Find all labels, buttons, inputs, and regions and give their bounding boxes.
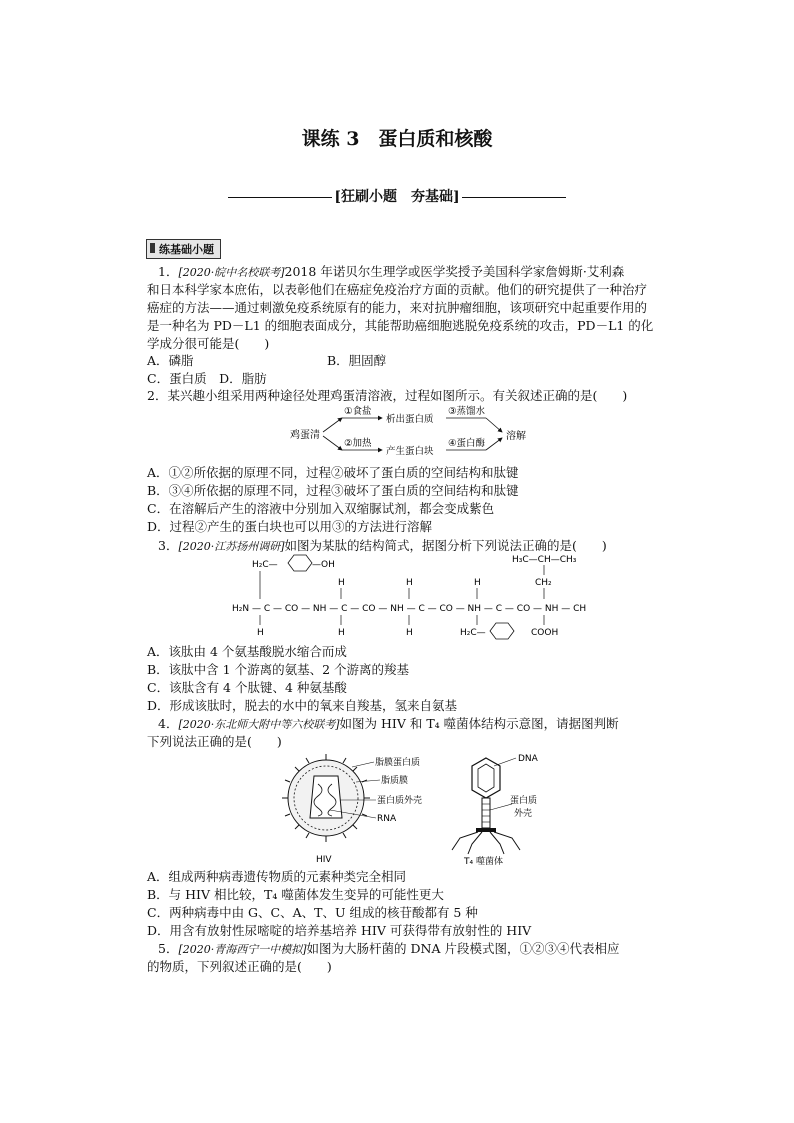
q2-diagram [290, 404, 550, 460]
q3-h-bottom-3: H [406, 628, 413, 638]
t4-label-protein: 蛋白质 [510, 796, 538, 806]
q3-r5-top: H₃C—CH—CH₃ [512, 555, 577, 565]
q4-option-c: C．两种病毒中由 G、C、A、T、U 组成的核苷酸都有 5 种 [147, 905, 478, 920]
q3-option-b: B．该肽中含 1 个游离的氨基、2 个游离的羧基 [147, 662, 410, 677]
q4-line-2: 下列说法正确的是( ) [147, 734, 282, 749]
q2-arrow-1a [323, 418, 342, 432]
q1-line-5: 学成分很可能是( ) [147, 336, 270, 351]
t4-label-dna: DNA [518, 754, 538, 764]
q1-line-2: 和日本科学家本庶佑，以表彰他们在癌症免疫治疗方面的贡献。他们的研究提供了一种治疗 [147, 282, 648, 297]
q4-option-d: D．用含有放射性尿嘧啶的培养基培养 HIV 可获得带有放射性的 HIV [147, 923, 532, 938]
hiv-label-4: RNA [377, 814, 397, 824]
q4-source: [2020·东北师大附中等六校联考] [178, 718, 340, 731]
benzene-ring-icon [288, 555, 312, 571]
hiv-virus-icon [282, 754, 370, 842]
q3-r1-oh: —OH [312, 560, 335, 570]
q1-option-b: B．胆固醇 [327, 353, 387, 368]
hiv-name: HIV [316, 855, 332, 865]
t4-label-shell: 外壳 [514, 809, 533, 819]
q3-h-bottom-1: H [257, 628, 264, 638]
q5-source: [2020·青海西宁一中模拟] [178, 943, 307, 956]
hiv-label-2: 脂质膜 [381, 776, 409, 786]
t4-name: T₄ 噬菌体 [464, 857, 503, 867]
q3-h-top-1: H [338, 578, 345, 588]
q3-r5-ch2: CH₂ [535, 578, 552, 588]
q3-r1-h2c: H₂C— [252, 560, 278, 570]
q3-source: [2020·江苏扬州调研] [178, 540, 285, 553]
section-banner [0, 186, 794, 206]
q2-option-a: A．①②所依据的原理不同，过程②破坏了蛋白质的空间结构和肽键 [147, 465, 519, 480]
banner-rule-left [228, 197, 332, 198]
q3-cooh: COOH [531, 628, 559, 638]
q3-option-d: D．形成该肽时，脱去的水中的氧来自羧基，氢来自氨基 [147, 698, 458, 713]
q4-virus-diagram [276, 752, 556, 867]
q2-arrow-2a [323, 436, 342, 450]
q2-stem: 2．某兴趣小组采用两种途径处理鸡蛋清溶液，过程如图所示。有关叙述正确的是( ) [147, 388, 628, 403]
banner-text: [狂刷小题 夯基础] [334, 189, 460, 205]
q2-arrow-3b [486, 418, 502, 432]
q2-arrow-4b [486, 438, 502, 450]
q4-option-a: A．组成两种病毒遗传物质的元素种类完全相同 [147, 869, 407, 884]
q1-line-3: 癌症的方法——通过刺激免疫系统原有的能力，来对抗肿瘤细胞，该项研究中起重要作用的 [147, 300, 648, 315]
q3-h-top-2: H [406, 578, 413, 588]
q2-start: 鸡蛋清 [290, 430, 320, 441]
q3-peptide-formula [226, 553, 586, 643]
hiv-label-3: 蛋白质外壳 [377, 796, 423, 806]
benzene-ring-icon [490, 623, 514, 639]
q4-line-1: 4．[2020·东北师大附中等六校联考]如图为 HIV 和 T₄ 噬菌体结构示意图，请据图判断 [158, 716, 619, 731]
q3-h-bottom-2: H [338, 628, 345, 638]
q2-step-4: ④蛋白酶 [448, 438, 486, 449]
q3-r4-h2c: H₂C— [460, 628, 486, 638]
q3-option-a: A．该肽由 4 个氨基酸脱水缩合而成 [147, 644, 347, 659]
t4-phage-icon [452, 758, 520, 854]
q2-end: 溶解 [506, 431, 526, 442]
q4-option-b: B．与 HIV 相比较，T₄ 噬菌体发生变异的可能性更大 [147, 887, 444, 902]
q2-step-3: ③蒸馏水 [448, 406, 486, 417]
section-tag: 练基础小题 [146, 239, 221, 259]
q2-option-c: C．在溶解后产生的溶液中分别加入双缩脲试剂，都会变成紫色 [147, 501, 495, 516]
page-title: 课练 3 蛋白质和核酸 [301, 128, 493, 150]
banner-rule-right [462, 197, 566, 198]
q3-main-chain: H₂N — C — CO — NH — C — CO — NH — C — CO — NH — C — CO — NH — CH [232, 604, 586, 614]
q5-line-1: 5．[2020·青海西宁一中模拟]如图为大肠杆菌的 DNA 片段模式图，①②③④代表相应 [158, 941, 620, 956]
q2-step-2: ②加热 [344, 438, 372, 449]
q3-stem-line: 3．[2020·江苏扬州调研]如图为某肽的结构简式，据图分析下列说法正确的是( ) [158, 538, 607, 553]
q1-option-a: A．磷脂 [147, 353, 194, 368]
q2-result-2: 产生蛋白块 [386, 446, 434, 457]
q3-option-c: C．该肽含有 4 个肽键、4 种氨基酸 [147, 680, 347, 695]
q2-step-1: ①食盐 [344, 406, 372, 417]
q1-line-1: 1．[2020·皖中名校联考]2018 年诺贝尔生理学或医学奖授予美国科学家詹姆斯·艾利森 [158, 264, 625, 279]
q5-line-2: 的物质，下列叙述正确的是( ) [147, 959, 332, 974]
q2-option-d: D．过程②产生的蛋白块也可以用③的方法进行溶解 [147, 519, 433, 534]
hiv-label-1: 脂膜蛋白质 [375, 758, 421, 768]
q1-option-cd: C．蛋白质 D．脂肪 [147, 371, 267, 386]
q1-source: [2020·皖中名校联考] [178, 266, 285, 279]
q1-line-4: 是一种名为 PD－L1 的细胞表面成分，其能帮助癌细胞逃脱免疫系统的攻击，PD－L1 的化 [147, 318, 654, 333]
q2-option-b: B．③④所依据的原理不同，过程③破坏了蛋白质的空间结构和肽键 [147, 483, 519, 498]
q2-result-1: 析出蛋白质 [386, 414, 434, 425]
q3-h-top-3: H [474, 578, 481, 588]
